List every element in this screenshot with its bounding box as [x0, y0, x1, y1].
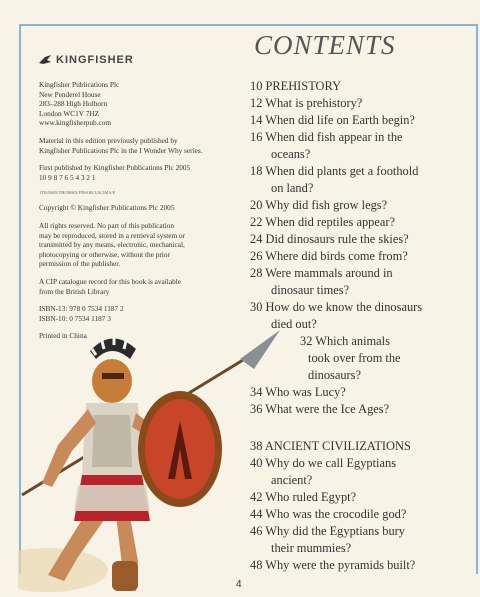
- toc-entry-text: oceans?: [271, 147, 311, 161]
- toc-entry-text: What is prehistory?: [265, 96, 363, 110]
- publisher-logo-text: KINGFISHER: [56, 54, 134, 66]
- toc-entry-text: When did life on Earth begin?: [265, 113, 415, 127]
- toc-entry-text: dinosaur times?: [271, 283, 350, 297]
- toc-entry[interactable]: [250, 214, 472, 231]
- toc-entry[interactable]: [250, 112, 472, 129]
- address-line: New Penderel House: [39, 89, 101, 99]
- toc-page-number: 30: [250, 300, 263, 314]
- toc-page-number: 24: [250, 232, 263, 246]
- toc-page-number: 26: [250, 249, 263, 263]
- toc-page-number: 48: [250, 558, 263, 572]
- toc-page-number: 36: [250, 402, 263, 416]
- spartan-warrior-illustration: [18, 325, 308, 597]
- cip-notice: [39, 277, 214, 296]
- toc-entry-text: When did reptiles appear?: [265, 215, 395, 229]
- toc-entry-text: ANCIENT CIVILIZATIONS: [264, 439, 411, 453]
- toc-entry-text: Where did birds come from?: [265, 249, 408, 263]
- isbn-10: ISBN-10: 0 7534 1187 3: [39, 313, 111, 323]
- kingfisher-bird-icon: [38, 54, 52, 66]
- print-run-line: 10 9 8 7 6 5 4 3 2 1: [39, 172, 96, 182]
- imprint-block: [39, 80, 214, 349]
- cip-line: from the British Library: [39, 286, 110, 296]
- toc-page-number: 46: [250, 524, 263, 538]
- address-line: 283–288 High Holborn: [39, 99, 108, 109]
- toc-entry-text: When did fish appear in the: [265, 130, 403, 144]
- material-note-line: Kingfisher Publications Plc in the I Wonder Why series.: [39, 145, 203, 155]
- toc-entry-text: Why did the Egyptians bury: [265, 524, 405, 538]
- toc-entry-text: Who ruled Egypt?: [265, 490, 357, 504]
- toc-page-number: 40: [250, 456, 263, 470]
- toc-page-number: 20: [250, 198, 263, 212]
- isbn-block: [39, 304, 214, 323]
- toc-entry-text: When did plants get a foothold: [265, 164, 419, 178]
- toc-entry-text: What were the Ice Ages?: [265, 402, 390, 416]
- isbn-13: ISBN-13: 978 0 7534 1187 2: [39, 304, 124, 314]
- toc-page-number: 16: [250, 130, 263, 144]
- first-published: [39, 163, 214, 182]
- toc-entry-text: Why did fish grow legs?: [265, 198, 388, 212]
- toc-page-number: 18: [250, 164, 263, 178]
- rights-line: may be reproduced, stored in a retrieval system or: [39, 230, 186, 240]
- toc-entry-text: Why were the pyramids built?: [265, 558, 416, 572]
- toc-entry-text: Who was Lucy?: [265, 385, 346, 399]
- chest-plate: [92, 415, 132, 467]
- toc-section-prehistory: [250, 78, 472, 333]
- page-number: 4: [236, 579, 242, 590]
- toc-entry-text: Did dinosaurs rule the skies?: [265, 232, 409, 246]
- toc-page-number: 42: [250, 490, 263, 504]
- copyright-line: Copyright © Kingfisher Publications Plc 2005: [39, 203, 175, 213]
- toc-entry-text: Who was the crocodile god?: [265, 507, 407, 521]
- cip-line: A CIP catalogue record for this book is available: [39, 276, 181, 286]
- toc-entry-text: dinosaurs?: [308, 368, 361, 382]
- material-note-line: Material in this edition previously published by: [39, 135, 178, 145]
- printed-in: Printed in China: [39, 331, 87, 341]
- toc-page-number: 34: [250, 385, 263, 399]
- publisher-address: [39, 80, 214, 128]
- toc-entry-text: Were mammals around in: [265, 266, 393, 280]
- toc-entry[interactable]: [250, 197, 472, 214]
- address-line: London WC1V 7HZ: [39, 108, 100, 118]
- toc-entry[interactable]: [250, 163, 472, 197]
- greave: [112, 561, 138, 591]
- rights-notice: [39, 221, 214, 269]
- rights-line: All rights reserved. No part of this publication: [39, 220, 174, 230]
- toc-page-number: 12: [250, 96, 263, 110]
- website-text: www.kingfisherpub.com: [39, 118, 112, 128]
- toc-entry-text: took over from the: [308, 351, 401, 365]
- publisher-logo: [38, 54, 134, 66]
- toc-entry-text: How do we know the dinosaurs: [265, 300, 423, 314]
- toc-entry[interactable]: [250, 248, 472, 265]
- armour-skirt: [74, 485, 150, 511]
- toc-entry[interactable]: [250, 78, 472, 95]
- toc-page-number: 44: [250, 507, 263, 521]
- toc-entry[interactable]: [250, 95, 472, 112]
- toc-page-number: 32: [300, 334, 313, 348]
- toc-entry[interactable]: [250, 129, 472, 163]
- spear-tip: [240, 330, 280, 369]
- material-note: [39, 136, 214, 155]
- toc-entry-text: Which animals: [315, 334, 390, 348]
- toc-page-number: 38: [250, 439, 263, 453]
- toc-entry-text: died out?: [271, 317, 317, 331]
- toc-entry-text: ancient?: [271, 473, 313, 487]
- toc-entry[interactable]: [250, 265, 472, 299]
- helmet: [92, 359, 132, 403]
- toc-entry-text: Why do we call Egyptians: [265, 456, 397, 470]
- address-line: Kingfisher Publications Plc: [39, 80, 120, 89]
- rights-line: photocopying or otherwise, without the prior: [39, 249, 170, 259]
- toc-page-number: 22: [250, 215, 263, 229]
- toc-page-number: 28: [250, 266, 263, 280]
- helmet-eye-slit: [102, 373, 124, 379]
- first-published-line: First published by Kingfisher Publications Plc 2005: [39, 163, 191, 173]
- toc-page-number: 14: [250, 113, 263, 127]
- rights-line: transmitted by any means, electronic, mechanical,: [39, 240, 185, 250]
- print-code: 1TR/0605/THOMSN/PRSOR/126.5MA/F: [39, 190, 116, 196]
- toc-entry[interactable]: [250, 231, 472, 248]
- toc-page-number: 10: [250, 79, 263, 93]
- toc-entry-text: on land?: [271, 181, 314, 195]
- toc-entry-text: their mummies?: [271, 541, 352, 555]
- rights-line: permission of the publisher.: [39, 259, 121, 269]
- contents-title: CONTENTS: [254, 30, 396, 60]
- toc-entry-text: PREHISTORY: [265, 79, 342, 93]
